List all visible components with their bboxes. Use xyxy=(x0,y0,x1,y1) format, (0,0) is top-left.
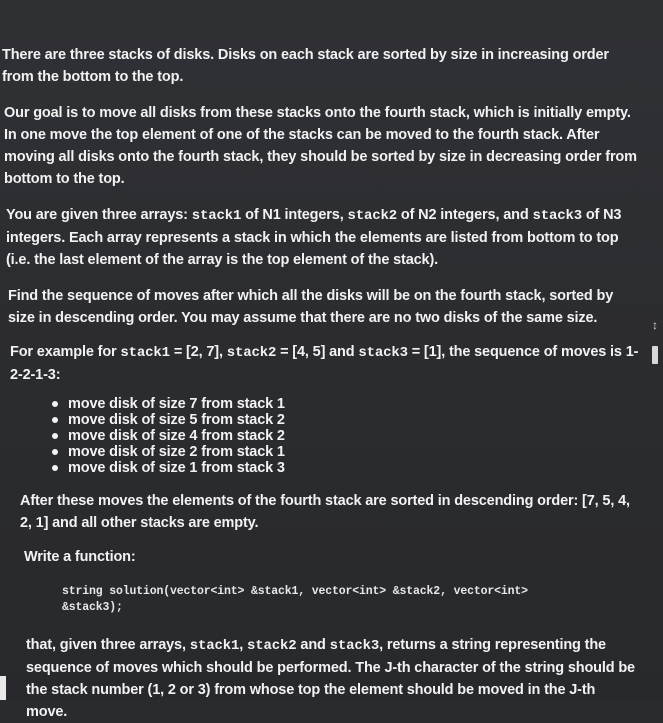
list-item: move disk of size 4 from stack 2 xyxy=(52,428,642,444)
signature-line-1: string solution(vector<int> &stack1, vector<int> &stack2, vector<int> xyxy=(62,585,528,598)
write-function-label: Write a function: xyxy=(24,549,136,565)
example-text-d: = [1], the sequence of moves is 1-2-2-1-3: xyxy=(10,344,639,383)
list-item: move disk of size 7 from stack 1 xyxy=(52,396,642,412)
return-text-c: and xyxy=(296,637,330,653)
return-text-a: that, given three arrays, xyxy=(26,637,190,653)
scrollbar-thumb[interactable] xyxy=(652,346,658,364)
input-text-c: of N2 integers, and xyxy=(397,207,533,223)
example-text-a: For example for xyxy=(10,344,121,360)
input-text-b: of N1 integers, xyxy=(241,207,348,223)
code-stack2: stack2 xyxy=(226,345,277,361)
function-signature xyxy=(62,584,642,616)
return-text-d: , returns a string representing the sequence of moves which should be performed. The J-th character of the string should be the stack number (1, 2 or 3) from whose top the element should be moved in the J-th move. xyxy=(26,637,635,720)
panel-resize-widget[interactable] xyxy=(647,318,663,368)
code-stack2: stack2 xyxy=(347,208,397,224)
resize-arrows-icon[interactable]: ↕ xyxy=(652,318,658,332)
problem-statement xyxy=(2,44,642,723)
code-stack2: stack2 xyxy=(247,638,297,654)
example-text-c: = [4, 5] and xyxy=(276,344,359,360)
list-item: move disk of size 1 from stack 3 xyxy=(52,460,642,476)
input-text-d: of N3 integers. Each array represents a stack in which the elements are listed from bottom to top (i.e. the last element of the array is the top element of the stack). xyxy=(6,207,622,268)
code-stack3: stack3 xyxy=(532,208,582,224)
task-paragraph: Find the sequence of moves after which all the disks will be on the fourth stack, sorted by size in descending order. You may assume that there are no two disks of the same size. xyxy=(8,288,614,326)
code-stack3: stack3 xyxy=(358,345,408,361)
result-paragraph: After these moves the elements of the fourth stack are sorted in descending order: [7, 5, 4, 2, 1] and all other stacks are empty. xyxy=(20,493,630,531)
return-text-b: , xyxy=(239,637,248,653)
example-text-b: = [2, 7], xyxy=(169,344,227,360)
signature-line-2: &stack3); xyxy=(62,601,123,614)
list-item: move disk of size 5 from stack 2 xyxy=(52,412,642,428)
code-stack1: stack1 xyxy=(189,638,240,654)
list-item: move disk of size 2 from stack 1 xyxy=(52,444,642,460)
intro-paragraph: There are three stacks of disks. Disks on each stack are sorted by size in increasing order from the bottom to the top. xyxy=(2,47,609,85)
top-blurred-strip xyxy=(0,0,663,40)
input-paragraph xyxy=(6,204,642,271)
return-description xyxy=(26,634,636,723)
code-stack3: stack3 xyxy=(329,638,380,654)
left-edge-tab xyxy=(0,676,6,700)
code-stack1: stack1 xyxy=(120,345,170,361)
code-stack1: stack1 xyxy=(191,208,242,224)
moves-list xyxy=(52,396,642,476)
input-text-a: You are given three arrays: xyxy=(6,207,192,223)
example-paragraph xyxy=(10,341,642,386)
goal-paragraph: Our goal is to move all disks from these stacks onto the fourth stack, which is initially empty. In one move the top element of one of the stacks can be moved to the fourth stack. After moving all disks onto the fourth stack, they should be sorted by size in decreasing order from bottom to the top. xyxy=(4,105,637,187)
